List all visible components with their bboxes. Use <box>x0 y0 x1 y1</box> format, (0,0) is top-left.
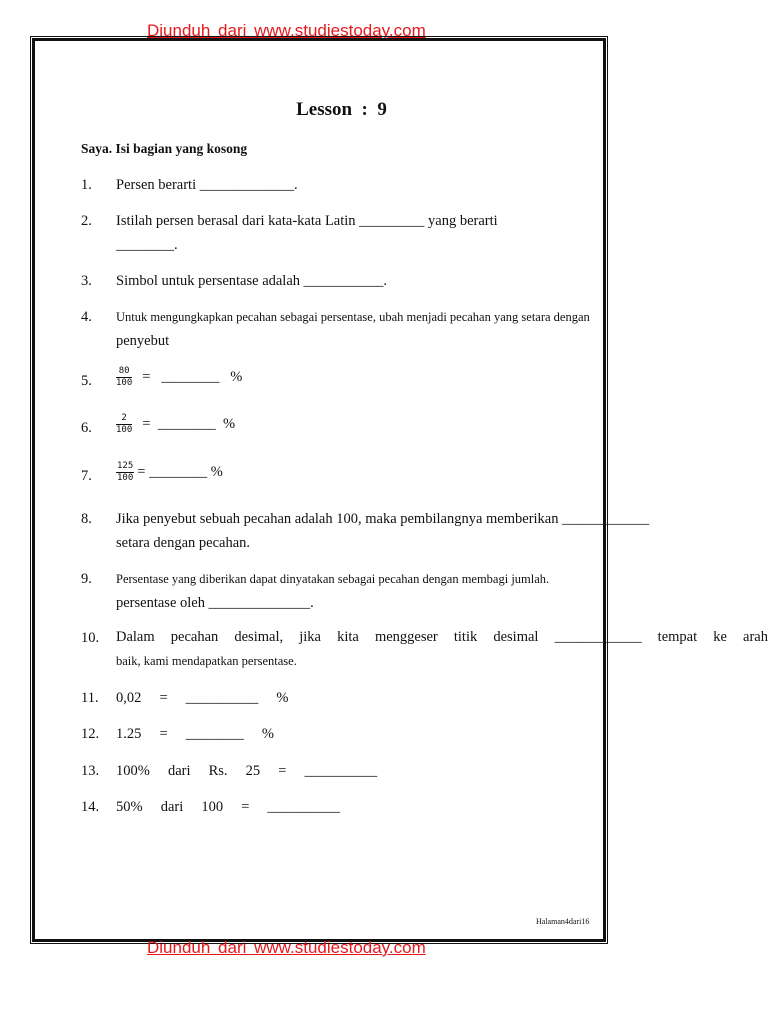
word: menggeser <box>374 629 438 645</box>
question-text-continued: setara dengan pecahan. <box>116 535 251 551</box>
question-10-text <box>116 629 768 646</box>
answer-blank: = ________ % <box>142 416 236 432</box>
question-number: 10. <box>81 630 100 646</box>
question-text: 100% dari Rs. 25 = __________ <box>116 763 378 779</box>
page-title: Lesson : 9 <box>296 99 387 120</box>
question-text: Untuk mengungkapkan pecahan sebagai persentase, ubah menjadi pecahan yang setara dengan <box>116 310 590 324</box>
word: arah <box>743 629 768 645</box>
question-number: 7. <box>81 468 92 484</box>
watermark-top[interactable]: Diunduh dari www.studiestoday.com <box>147 21 426 40</box>
question-expression <box>116 413 235 436</box>
question-number: 4. <box>81 309 92 325</box>
question-text-continued: baik, kami mendapatkan persentase. <box>116 654 297 668</box>
word: tempat <box>657 629 698 645</box>
word: jika <box>299 629 321 645</box>
word: ke <box>713 629 727 645</box>
question-expression <box>116 461 223 484</box>
question-text-continued: penyebut <box>116 333 170 349</box>
question-text: Simbol untuk persentase adalah ___________. <box>116 273 388 289</box>
question-text-continued: ________. <box>116 237 178 253</box>
question-number: 12. <box>81 726 100 742</box>
question-number: 1. <box>81 177 92 193</box>
fraction-numerator: 2 <box>116 413 132 425</box>
question-number: 11. <box>81 690 99 706</box>
question-number: 8. <box>81 511 92 527</box>
watermark-bottom[interactable]: Diunduh dari www.studiestoday.com <box>147 938 426 957</box>
question-number: 9. <box>81 571 92 587</box>
answer-blank: = ________ % <box>142 369 243 385</box>
question-text-continued: persentase oleh ______________. <box>116 595 314 611</box>
fraction-numerator: 80 <box>116 366 132 378</box>
question-number: 6. <box>81 420 92 436</box>
question-text: 0,02 = __________ % <box>116 690 289 706</box>
question-text: Persen berarti _____________. <box>116 177 298 193</box>
question-number: 5. <box>81 373 92 389</box>
word: desimal <box>493 629 539 645</box>
page-number: Halaman4dari16 <box>536 917 590 926</box>
question-text: 1.25 = ________ % <box>116 726 275 742</box>
fraction <box>116 461 134 484</box>
word: Dalam <box>116 629 155 645</box>
question-number: 14. <box>81 799 100 815</box>
question-number: 3. <box>81 273 92 289</box>
word: pecahan <box>170 629 219 645</box>
answer-blank: = ________ % <box>137 464 223 480</box>
instruction-text: Saya. Isi bagian yang kosong <box>81 141 248 156</box>
question-text: 50% dari 100 = __________ <box>116 799 341 815</box>
fraction-denominator: 100 <box>117 473 134 483</box>
question-number: 2. <box>81 213 92 229</box>
word: kita <box>337 629 359 645</box>
fraction-denominator: 100 <box>116 378 133 388</box>
question-expression <box>116 366 242 389</box>
question-text: Jika penyebut sebuah pecahan adalah 100, maka pembilangnya memberikan ____________ <box>116 511 650 527</box>
fraction-numerator: 125 <box>117 461 134 471</box>
fraction <box>116 366 132 389</box>
fraction-denominator: 100 <box>116 425 133 435</box>
word: titik <box>453 629 478 645</box>
word: desimal, <box>234 629 284 645</box>
question-text: Istilah persen berasal dari kata-kata Latin _________ yang berarti <box>116 213 498 229</box>
fraction <box>116 413 132 436</box>
answer-blank: ____________ <box>554 629 642 645</box>
question-text: Persentase yang diberikan dapat dinyatakan sebagai pecahan dengan membagi jumlah. <box>116 572 550 586</box>
question-number: 13. <box>81 763 100 779</box>
